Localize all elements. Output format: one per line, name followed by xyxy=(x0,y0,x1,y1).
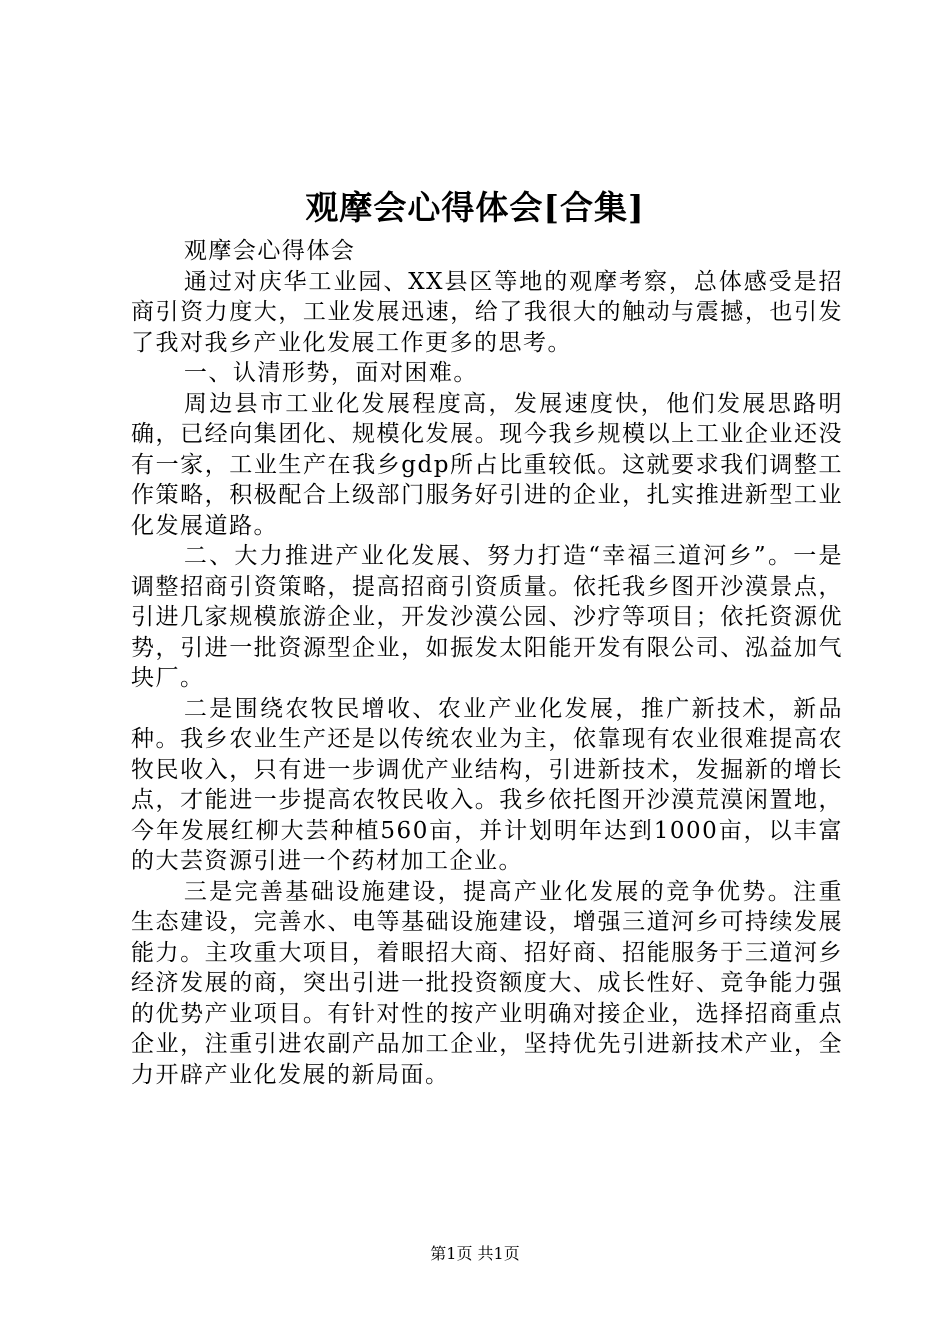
section-heading-2-paragraph: 二、大力推进产业化发展、努力打造“幸福三道河乡”。一是调整招商引资策略，提高招商引资质量。依托我乡图开沙漠景点，引进几家规模旅游企业，开发沙漠公园、沙疗等项目；依托资源优势，引进一批资源型企业，如振发太阳能开发有限公司、泓益加气块厂。 xyxy=(131,543,843,691)
body-paragraph: 三是完善基础设施建设，提高产业化发展的竞争优势。注重生态建设，完善水、电等基础设施建设，增强三道河乡可持续发展能力。主攻重大项目，着眼招大商、招好商、招能服务于三道河乡经济发展的商，突出引进一批投资额度大、成长性好、竞争能力强的优势产业项目。有针对性的按产业明确对接企业，选择招商重点企业，注重引进农副产品加工企业，坚持优先引进新技术产业，全力开辟产业化发展的新局面。 xyxy=(131,878,843,1088)
body-paragraph: 周边县市工业化发展程度高，发展速度快，他们发展思路明确，已经向集团化、规模化发展。现今我乡规模以上工业企业还没有一家，工业生产在我乡gdp所占比重较低。这就要求我们调整工作策略，积极配合上级部门服务好引进的企业，扎实推进新型工业化发展道路。 xyxy=(131,390,843,539)
document-title: 观摩会心得体会[合集] xyxy=(305,188,645,227)
subtitle-paragraph: 观摩会心得体会 xyxy=(183,238,356,264)
document-body xyxy=(131,236,843,1090)
body-paragraph: 二是围绕农牧民增收、农业产业化发展，推广新技术，新品种。我乡农业生产还是以传统农业为主，依靠现有农业很难提高农牧民收入，只有进一步调优产业结构，引进新技术，发掘新的增长点，才能进一步提高农牧民收入。我乡依托图开沙漠荒漠闲置地，今年发展红柳大芸种植560亩，并计划明年达到1000亩，以丰富的大芸资源引进一个药材加工企业。 xyxy=(131,695,843,874)
intro-paragraph: 通过对庆华工业园、XX县区等地的观摩考察，总体感受是招商引资力度大，工业发展迅速，给了我很大的触动与震撼，也引发了我对我乡产业化发展工作更多的思考。 xyxy=(131,268,843,356)
page-footer: 第1页 共1页 xyxy=(430,1244,520,1263)
section-heading-1: 一、认清形势，面对困难。 xyxy=(183,360,478,386)
